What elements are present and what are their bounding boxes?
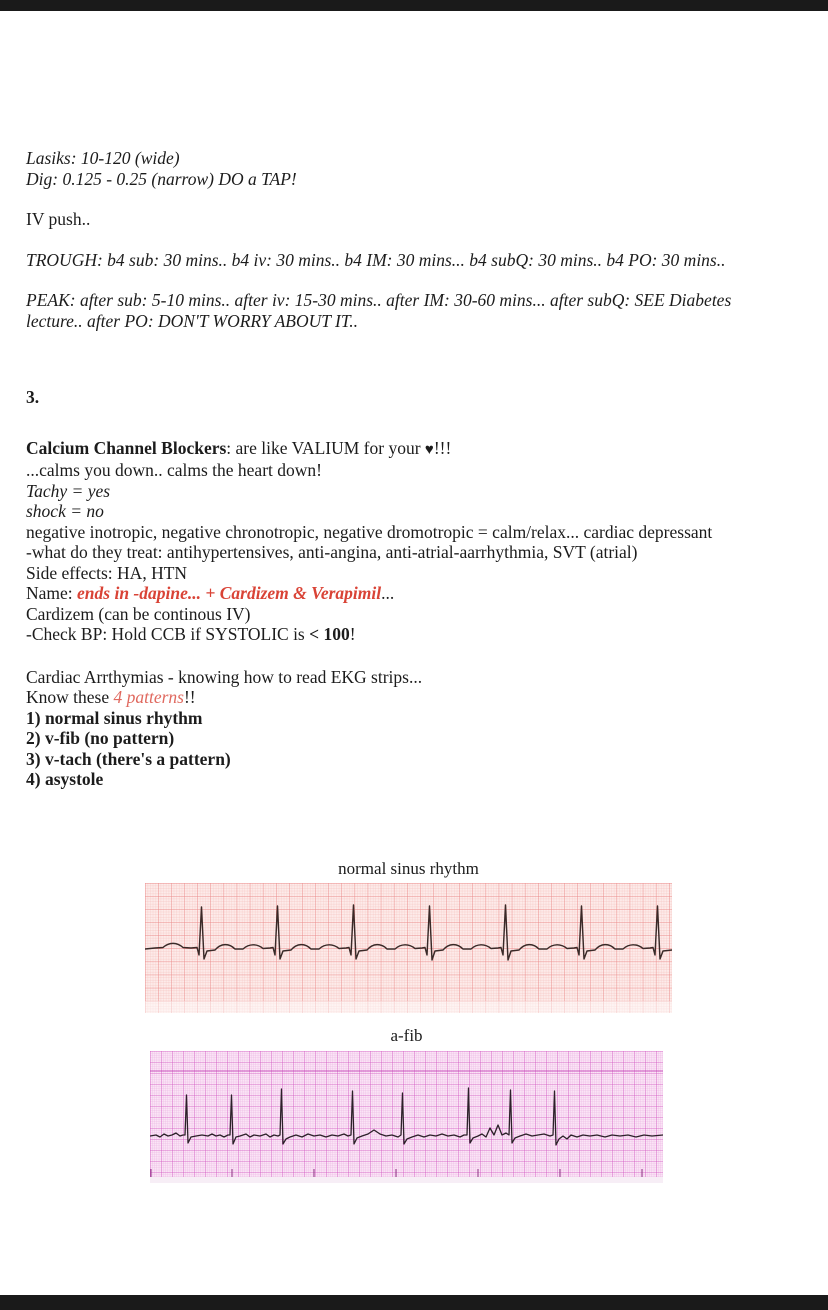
ccb-heading: Calcium Channel Blockers — [26, 437, 227, 458]
pattern-item-3 — [26, 749, 786, 770]
ccb-name-tail: ... — [381, 583, 395, 603]
ccb-treat-text: -what do they treat: antihypertensives, anti-angina, anti-atrial-aarrhythmia, SVT (atrial) — [26, 542, 638, 562]
ecg-afib-svg — [150, 1051, 663, 1183]
pattern-item-1 — [26, 708, 786, 729]
figure-afib-caption: a-fib — [390, 1026, 423, 1045]
arrhythmias-know-line — [26, 687, 786, 708]
dig-line — [26, 169, 786, 190]
ccb-calms-line — [26, 460, 786, 481]
ecg-strip-a-fib — [150, 1051, 663, 1183]
arrhythmias-intro-line — [26, 667, 786, 688]
ccb-side-effects-line — [26, 563, 786, 584]
letterbox-bottom — [0, 1295, 828, 1310]
notes-content — [26, 148, 786, 790]
dig-text: Dig: 0.125 - 0.25 (narrow) DO a TAP! — [26, 168, 297, 189]
ccb-check-bp-post: ! — [349, 624, 356, 644]
ccb-shock-text: shock = no — [26, 501, 104, 521]
document-page — [0, 11, 828, 1295]
peak-line — [26, 290, 786, 331]
ccb-name-drugs: ends in -dapine... + Cardizem & Verapimil — [77, 583, 382, 603]
lasiks-text: Lasiks: 10-120 (wide) — [26, 148, 180, 168]
peak-text: PEAK: after sub: 5-10 mins.. after iv: 15-30 mins.. after IM: 30-60 mins... after subQ: SEE Diabetes lecture.. after PO: DON'T WORRY ABOUT IT.. — [26, 290, 732, 331]
ccb-name-line — [26, 583, 786, 604]
ccb-tachy-line — [26, 481, 786, 502]
lasiks-line — [26, 148, 786, 169]
iv-push-text: IV push.. — [26, 209, 91, 229]
ecg-nsr-svg — [145, 883, 672, 1013]
ccb-tachy-text: Tachy = yes — [26, 480, 111, 501]
ccb-name-label: Name: — [26, 583, 78, 603]
arrhythmias-know-pre: Know these — [26, 687, 114, 707]
arrhythmias-know-highlight: 4 patterns — [113, 687, 184, 707]
pattern-3-text: 3) v-tach (there's a pattern) — [26, 748, 231, 769]
pattern-4-text: 4) asystole — [26, 769, 104, 789]
arrhythmias-know-post: !! — [183, 687, 196, 707]
pattern-item-2 — [26, 728, 786, 749]
arrhythmias-intro-text: Cardiac Arrthymias - knowing how to read EKG strips... — [26, 666, 423, 687]
iv-push-line — [26, 209, 786, 230]
ccb-calms-text: ...calms you down.. calms the heart down! — [26, 460, 322, 480]
ccb-shock-line — [26, 501, 786, 522]
ccb-heading-bangs: !!! — [433, 437, 452, 458]
pattern-1-text: 1) normal sinus rhythm — [26, 707, 203, 728]
ccb-check-bp-value: < 100 — [309, 624, 350, 644]
ccb-heading-rest: : are like VALIUM for your — [226, 437, 425, 458]
ccb-inotropic-line — [26, 522, 786, 543]
figure-nsr-caption: normal sinus rhythm — [338, 859, 479, 878]
pattern-2-text: 2) v-fib (no pattern) — [26, 728, 175, 748]
trough-text: TROUGH: b4 sub: 30 mins.. b4 iv: 30 mins.. b4 IM: 30 mins... b4 subQ: 30 mins.. b4 PO: 30 mins.. — [26, 249, 726, 270]
ccb-treat-line — [26, 542, 786, 563]
ccb-check-bp-pre: -Check BP: Hold CCB if SYSTOLIC is — [26, 624, 310, 644]
section-number — [26, 387, 786, 408]
heart-icon: ♥ — [424, 441, 434, 458]
pattern-item-4 — [26, 769, 786, 790]
section-number-text: 3. — [26, 387, 40, 407]
figure-a-fib — [150, 1026, 663, 1183]
figure-normal-sinus-rhythm — [145, 859, 672, 1013]
ccb-check-bp-line — [26, 624, 786, 645]
ccb-inotropic-text: negative inotropic, negative chronotropic, negative dromotropic = calm/relax... cardiac depressant — [26, 521, 713, 542]
ecg-strip-normal-sinus-rhythm — [145, 883, 672, 1013]
ccb-cardizem-text: Cardizem (can be continous IV) — [26, 603, 251, 624]
ccb-cardizem-line — [26, 604, 786, 625]
letterbox-top — [0, 0, 828, 11]
ccb-side-effects-text: Side effects: HA, HTN — [26, 562, 188, 583]
ccb-heading-line — [26, 438, 786, 461]
trough-line — [26, 250, 786, 271]
